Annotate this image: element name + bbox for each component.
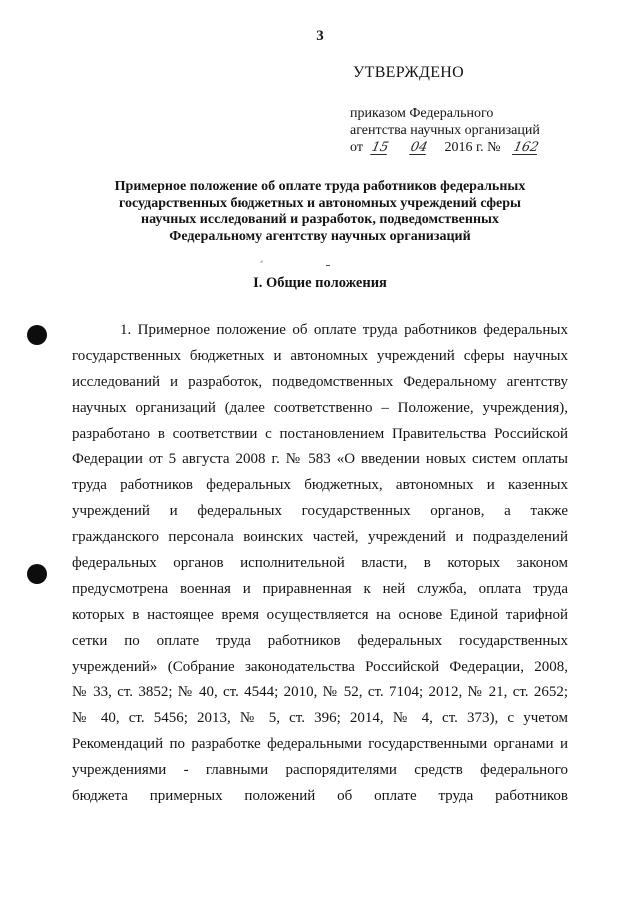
body-line: труда работников федеральных бюджетных, автономных и казенных bbox=[72, 477, 568, 494]
body-paragraph bbox=[72, 318, 568, 810]
body-line: гражданского персонала воинских частей, учреждений и подразделений bbox=[72, 529, 568, 546]
body-line: бюджета примерных положений об оплате труда работников bbox=[72, 788, 568, 805]
body-line: научных организаций (далее соответственно – Положение, учреждения), bbox=[72, 399, 568, 416]
document-title bbox=[70, 179, 570, 245]
body-line: предусмотрена военная и приравненная к ней служба, оплата труда bbox=[72, 580, 568, 597]
stray-dash-mark bbox=[326, 265, 330, 266]
title-line-2: государственных бюджетных и автономных учреждений сферы bbox=[119, 195, 521, 211]
approval-date-line bbox=[350, 139, 600, 156]
handwritten-order-number: 162 bbox=[511, 140, 540, 155]
body-line: Федерации от 5 августа 2008 г. № 583 «О введении новых систем оплаты bbox=[72, 451, 568, 468]
title-line-4: Федеральному агентству научных организаций bbox=[169, 228, 471, 244]
body-line: разработано в соответствии с постановлением Правительства Российской bbox=[72, 425, 568, 442]
body-line: учреждений» (Собрание законодательства Российской Федерации, 2008, bbox=[72, 658, 568, 675]
date-year: 2016 г. № bbox=[444, 140, 501, 155]
section-heading: I. Общие положения bbox=[253, 275, 387, 291]
handwritten-day: 15 bbox=[370, 140, 390, 155]
approved-label: УТВЕРЖДЕНО bbox=[353, 64, 465, 81]
punch-hole-mark bbox=[27, 325, 47, 345]
body-line: исследований и разработок, подведомственных Федеральному агентству bbox=[72, 373, 568, 390]
handwritten-month: 04 bbox=[409, 140, 429, 155]
body-line: № 40, ст. 5456; 2013, № 5, ст. 396; 2014, № 4, ст. 373), с учетом bbox=[72, 710, 568, 727]
body-line: которых в настоящее время осуществляется на основе Единой тарифной bbox=[72, 606, 568, 623]
body-line: Рекомендаций по разработке федеральными государственными органами и bbox=[72, 736, 568, 753]
date-prefix: от bbox=[350, 140, 363, 155]
approval-block bbox=[350, 62, 600, 156]
stray-pen-mark: , bbox=[259, 254, 268, 265]
body-line: учреждениями - главными распорядителями средств федерального bbox=[72, 762, 568, 779]
body-line: 1. Примерное положение об оплате труда работников федеральных bbox=[120, 322, 568, 338]
approval-line-2: агентства научных организаций bbox=[350, 123, 540, 138]
page-number: 3 bbox=[316, 28, 324, 44]
title-line-1: Примерное положение об оплате труда работников федеральных bbox=[114, 179, 526, 194]
approval-line-1: приказом Федерального bbox=[350, 106, 494, 121]
title-line-3: научных исследований и разработок, подведомственных bbox=[141, 212, 499, 228]
body-line: № 33, ст. 3852; № 40, ст. 4544; 2010, № 52, ст. 7104; 2012, № 21, ст. 2652; bbox=[72, 684, 568, 701]
body-line: сетки по оплате труда работников федеральных государственных bbox=[72, 632, 568, 649]
body-line: федеральных органов исполнительной власти, в которых законом bbox=[72, 555, 568, 572]
punch-hole-mark bbox=[27, 564, 47, 584]
body-line: учреждений и федеральных государственных органов, а также bbox=[72, 503, 568, 520]
body-line: государственных бюджетных и автономных учреждений сферы научных bbox=[72, 347, 568, 364]
